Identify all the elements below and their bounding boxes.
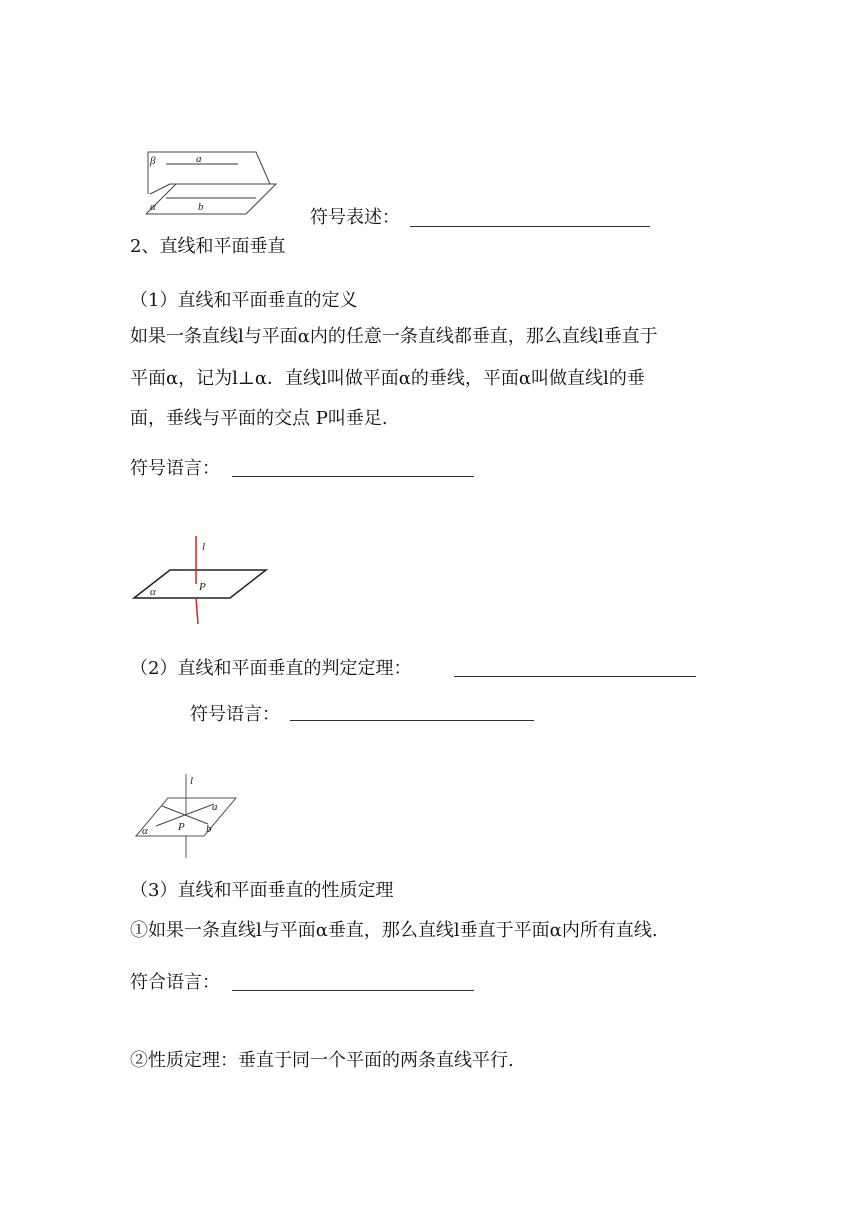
def-line2: 平面α，记为l⊥α．直线l叫做平面α的垂线，平面α叫做直线l的垂 [130,368,645,389]
symbol-lang-1: 符号语言： [130,458,220,479]
parallel-planes-figure [130,148,280,218]
symbol-lang-2-blank [290,720,534,721]
symbol-lang-3-blank [232,990,474,991]
sub2-title: （2）直线和平面垂直的判定定理： [130,658,412,679]
fig1-blank [410,226,650,227]
label-l: l [202,541,206,553]
perpendicular-line-figure [132,536,272,626]
label-alpha: α [150,201,156,213]
property-1: ①如果一条直线l与平面α垂直，那么直线l垂直于平面α内所有直线. [130,920,658,941]
label-l: l [190,775,194,787]
symbol-lang-2: 符号语言： [190,704,280,725]
sub2-blank [454,676,696,677]
fig1-symbol-label: 符号表述： [310,207,400,228]
label-a: a [212,801,218,813]
label-P: P [199,581,206,593]
property-2: ②性质定理：垂直于同一个平面的两条直线平行. [130,1050,514,1071]
sub1-title: （1）直线和平面垂直的定义 [130,290,358,311]
label-beta: β [150,155,156,167]
label-alpha: α [142,825,148,837]
symbol-lang-1-blank [232,476,474,477]
label-a: a [196,153,202,165]
label-alpha: α [150,586,156,598]
def-line3: 面，垂线与平面的交点 P叫垂足. [130,408,388,429]
label-b: b [198,201,204,213]
symbol-lang-3: 符合语言： [130,972,220,993]
section2-title: 2、直线和平面垂直 [130,236,286,257]
sub3-title: （3）直线和平面垂直的性质定理 [130,880,394,901]
determination-theorem-figure [132,772,242,862]
def-line1: 如果一条直线l与平面α内的任意一条直线都垂直，那么直线l垂直于 [130,326,658,347]
label-b: b [206,823,212,835]
label-P: P [178,821,185,833]
